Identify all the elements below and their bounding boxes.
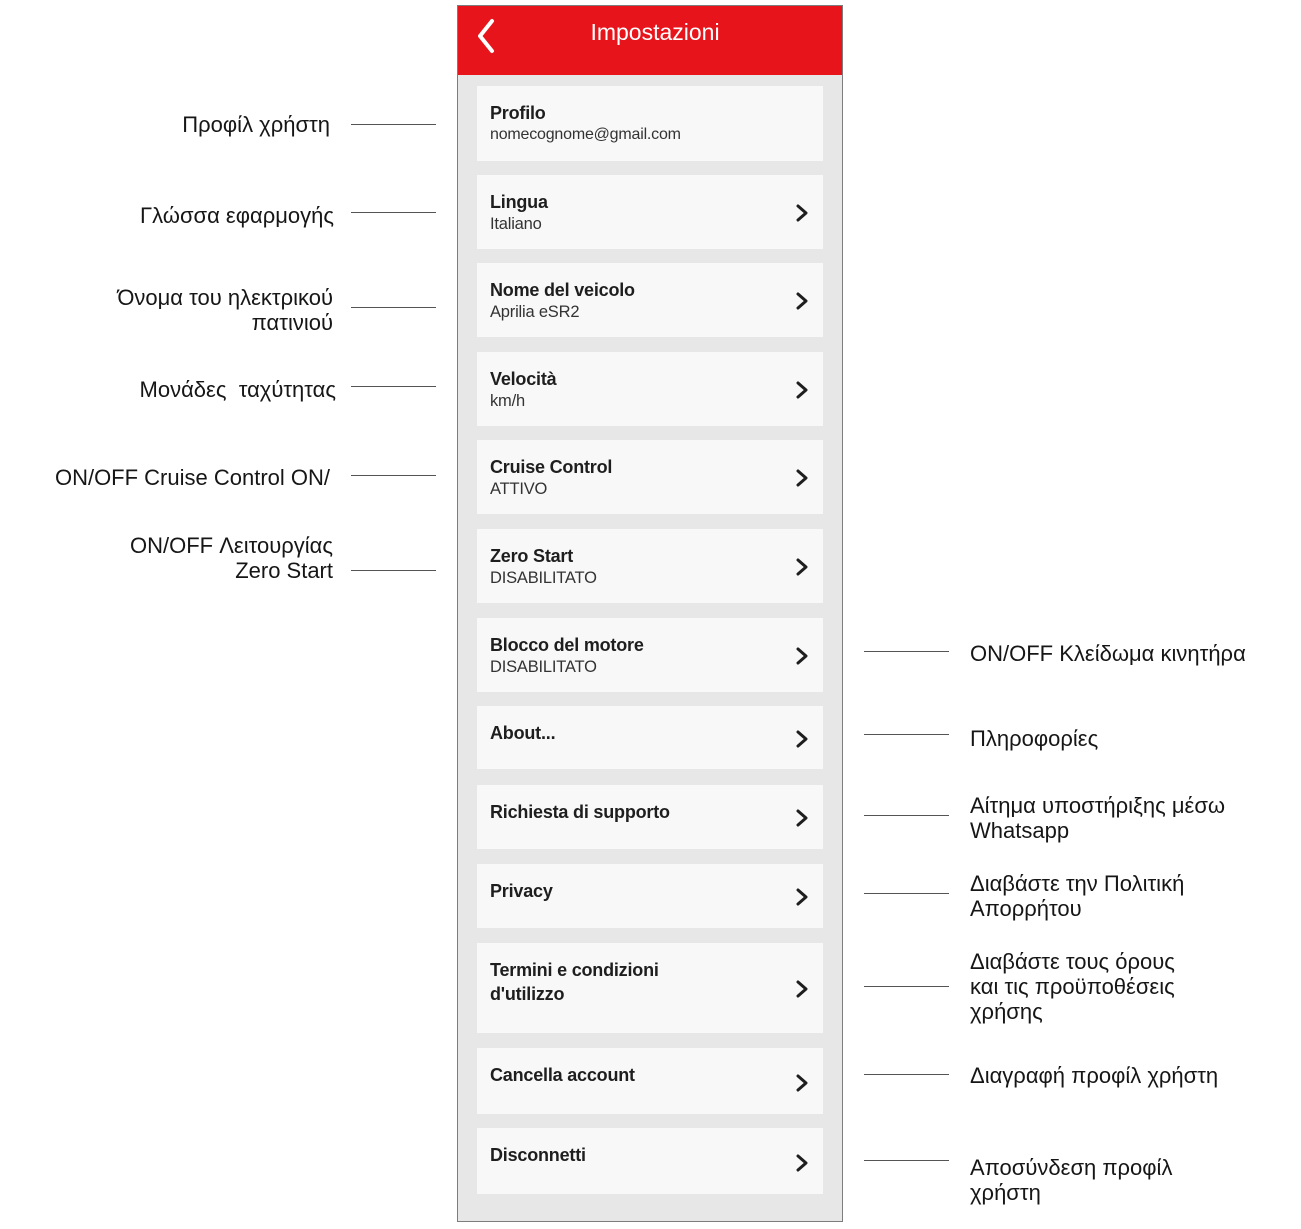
chevron-right-icon <box>795 203 809 223</box>
annotation-privacy: Διαβάστε την Πολιτική Απορρήτου <box>970 871 1185 921</box>
leader-line <box>864 734 949 735</box>
settings-item-language[interactable] <box>477 175 823 249</box>
settings-item-terms[interactable] <box>477 943 823 1033</box>
page-title: Impostazioni <box>590 19 720 45</box>
chevron-right-icon <box>795 380 809 400</box>
item-title: Cancella account <box>490 1065 635 1085</box>
item-subtitle: DISABILITATO <box>490 569 597 587</box>
item-title: Termini e condizioni d'utilizzo <box>490 960 659 1004</box>
item-title: About... <box>490 723 556 743</box>
chevron-right-icon <box>795 729 809 749</box>
annotation-about: Πληροφορίες <box>970 726 1099 751</box>
settings-item-logout[interactable] <box>477 1128 823 1194</box>
leader-line <box>351 386 436 387</box>
settings-item-about[interactable] <box>477 706 823 769</box>
app-bar <box>458 6 842 75</box>
chevron-right-icon <box>795 468 809 488</box>
leader-line <box>351 124 436 125</box>
chevron-right-icon <box>795 887 809 907</box>
chevron-right-icon <box>795 1153 809 1173</box>
item-subtitle: DISABILITATO <box>490 658 597 676</box>
leader-line <box>351 570 436 571</box>
settings-item-vehicle-name[interactable] <box>477 263 823 337</box>
settings-item-delete-account[interactable] <box>477 1048 823 1114</box>
annotation-vehicle-name: Όνομα του ηλεκτρικού πατινιού <box>117 285 333 335</box>
item-title: Richiesta di supporto <box>490 802 670 822</box>
settings-item-zero-start[interactable] <box>477 529 823 603</box>
item-title: Nome del veicolo <box>490 280 635 300</box>
item-title: Blocco del motore <box>490 635 644 655</box>
annotation-terms: Διαβάστε τους όρους και τις προϋποθέσεις χρήσης <box>970 949 1175 1024</box>
chevron-right-icon <box>795 557 809 577</box>
annotation-speed-units: Μονάδες ταχύτητας <box>139 377 336 402</box>
item-subtitle: Italiano <box>490 215 542 233</box>
leader-line <box>864 651 949 652</box>
leader-line <box>864 893 949 894</box>
item-subtitle: ATTIVO <box>490 480 548 498</box>
settings-item-privacy[interactable] <box>477 864 823 928</box>
settings-item-profile[interactable] <box>477 86 823 161</box>
item-title: Profilo <box>490 103 546 123</box>
chevron-right-icon <box>795 808 809 828</box>
leader-line <box>864 986 949 987</box>
leader-line <box>351 475 436 476</box>
chevron-right-icon <box>795 646 809 666</box>
leader-line <box>351 212 436 213</box>
chevron-right-icon <box>795 291 809 311</box>
item-subtitle: Aprilia eSR2 <box>490 303 580 321</box>
item-title: Cruise Control <box>490 457 613 477</box>
settings-item-engine-lock[interactable] <box>477 618 823 692</box>
item-title: Lingua <box>490 192 548 212</box>
annotation-profile: Προφίλ χρήστη <box>182 112 330 137</box>
settings-item-cruise-control[interactable] <box>477 440 823 514</box>
item-subtitle: nomecognome@gmail.com <box>490 126 681 143</box>
annotation-language: Γλώσσα εφαρμογής <box>139 203 334 228</box>
settings-item-support[interactable] <box>477 785 823 849</box>
annotation-zero-start: ON/OFF Λειτουργίας Zero Start <box>130 533 333 583</box>
annotation-delete-account: Διαγραφή προφίλ χρήστη <box>970 1063 1219 1088</box>
chevron-right-icon <box>795 979 809 999</box>
item-subtitle: km/h <box>490 392 525 410</box>
item-title: Disconnetti <box>490 1145 586 1165</box>
settings-item-speed[interactable] <box>477 352 823 426</box>
annotation-logout: Αποσύνδεση προφίλ χρήστη <box>970 1155 1173 1205</box>
leader-line <box>864 815 949 816</box>
item-title: Privacy <box>490 881 553 901</box>
leader-line <box>864 1074 949 1075</box>
item-title: Velocità <box>490 369 557 389</box>
chevron-right-icon <box>795 1073 809 1093</box>
settings-screen <box>457 5 843 1222</box>
leader-line <box>864 1160 949 1161</box>
item-title: Zero Start <box>490 546 574 566</box>
leader-line <box>351 307 436 308</box>
annotation-support: Αίτημα υποστήριξης μέσω Whatsapp <box>970 793 1226 843</box>
annotation-cruise-control: ON/OFF Cruise Control ON/ <box>54 465 330 490</box>
annotation-engine-lock: ON/OFF Κλείδωμα κινητήρα <box>970 641 1246 666</box>
